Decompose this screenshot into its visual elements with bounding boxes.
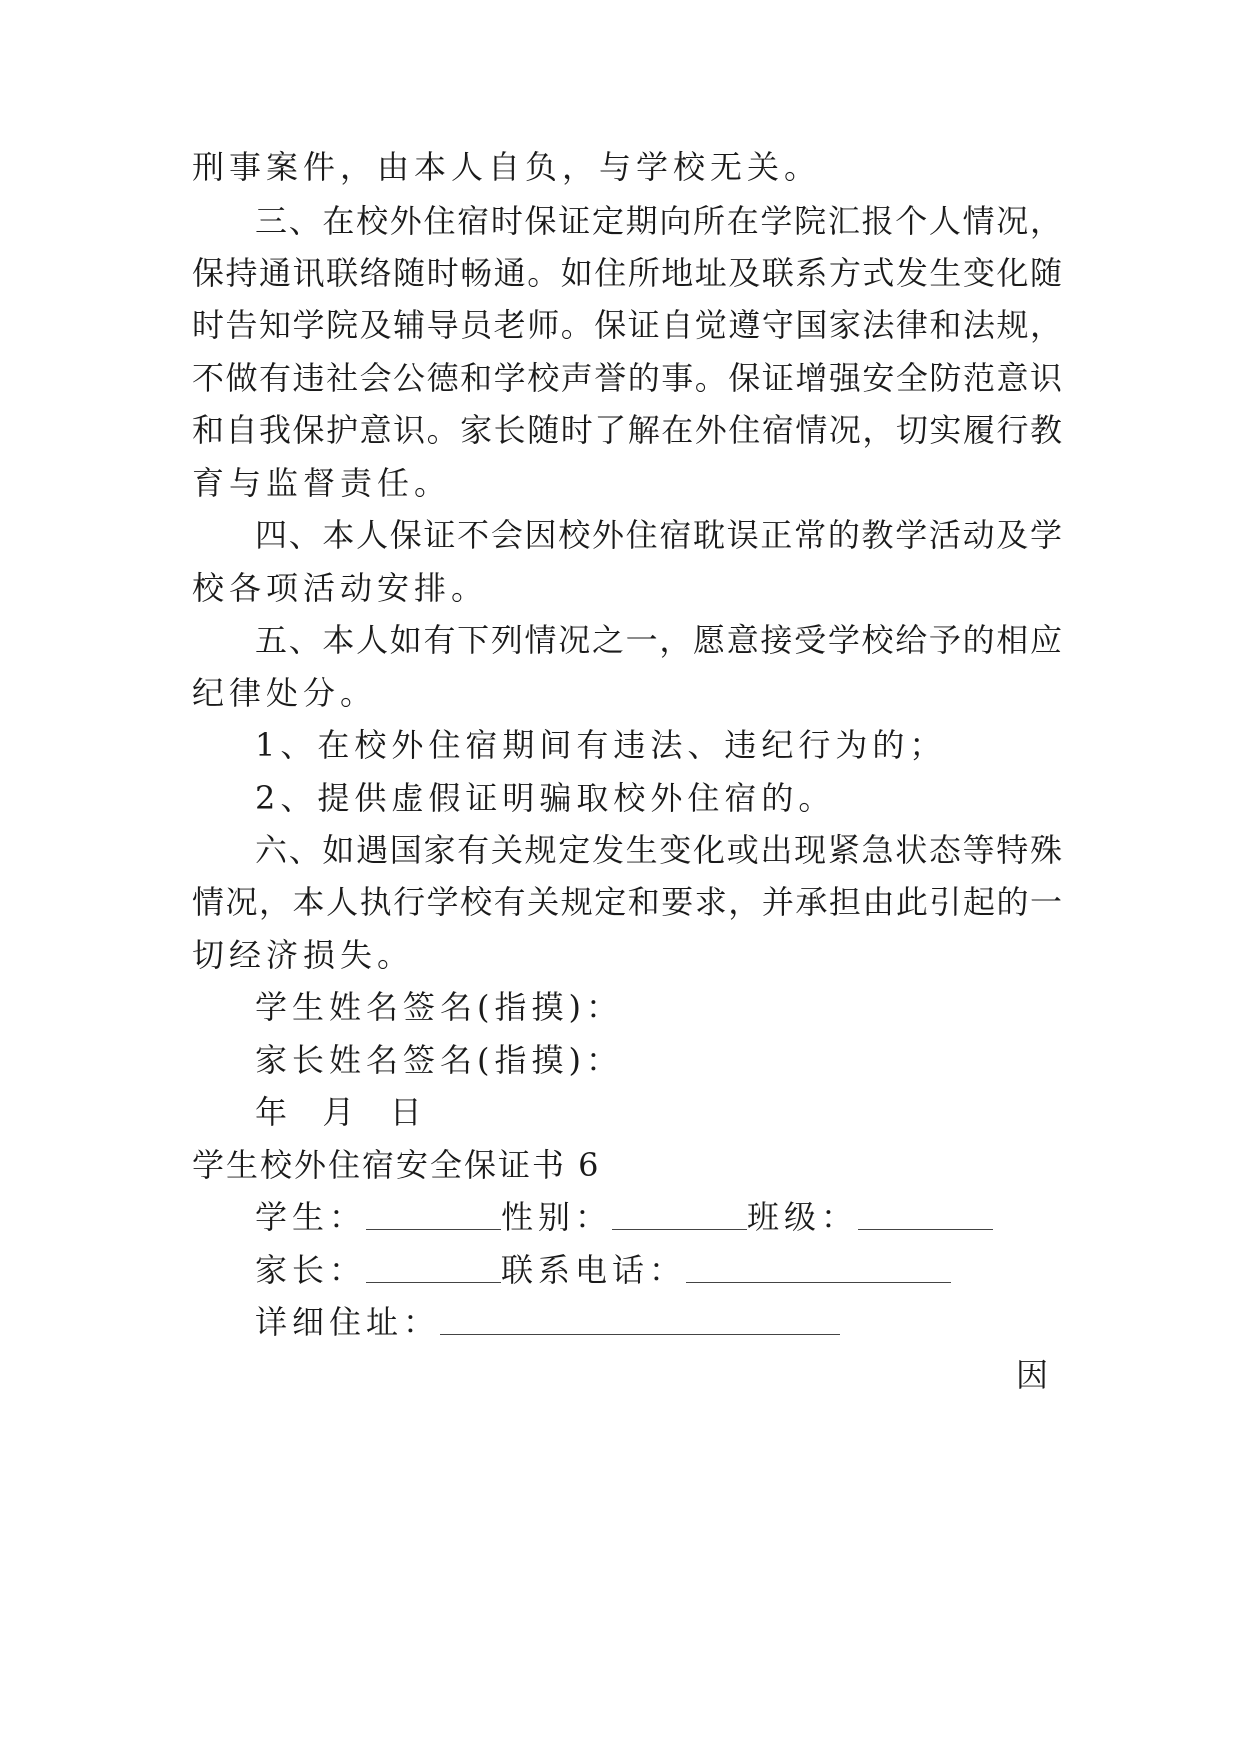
list-item: 1、在校外住宿期间有违法、违纪行为的； [255,726,947,764]
date-label: 年 月 日 [255,1093,427,1131]
paragraph-line: 校各项活动安排。 [192,569,489,607]
paragraph-line: 时告知学院及辅导员老师。保证自觉遵守国家法律和法规， [192,306,1062,344]
form-row-student [255,1197,1125,1237]
paragraph-line: 三、在校外住宿时保证定期向所在学院汇报个人情况， [255,202,1062,240]
class-blank[interactable] [858,1201,993,1230]
paragraph-line: 刑事案件，由本人自负，与学校无关。 [192,148,822,186]
student-blank[interactable] [366,1201,501,1230]
address-label: 详细住址： [255,1303,441,1341]
paragraph-line: 和自我保护意识。家长随时了解在外住宿情况，切实履行教 [192,411,1062,449]
student-signature-label: 学生姓名签名(指摸)： [255,988,623,1026]
paragraph-line: 五、本人如有下列情况之一，愿意接受学校给予的相应 [255,621,1062,659]
trailing-text: 因 [1015,1356,1053,1394]
paragraph-line: 不做有违社会公德和学校声誉的事。保证增强安全防范意识 [192,359,1062,397]
phone-blank[interactable] [686,1254,951,1283]
class-label: 班级： [747,1198,859,1236]
parent-blank[interactable] [366,1254,501,1283]
student-label: 学生： [255,1198,367,1236]
list-item: 2、提供虚假证明骗取校外住宿的。 [255,779,836,817]
paragraph-line: 四、本人保证不会因校外住宿耽误正常的教学活动及学 [255,516,1062,554]
form-row-parent [255,1250,1125,1290]
section-title: 学生校外住宿安全保证书 6 [192,1146,601,1184]
address-blank[interactable] [440,1306,840,1335]
gender-label: 性别： [501,1198,613,1236]
paragraph-line: 情况，本人执行学校有关规定和要求，并承担由此引起的一 [192,883,1062,921]
parent-signature-label: 家长姓名签名(指摸)： [255,1041,623,1079]
form-row-address [255,1302,1125,1342]
paragraph-line: 育与监督责任。 [192,464,452,502]
parent-label: 家长： [255,1251,367,1289]
gender-blank[interactable] [612,1201,747,1230]
paragraph-line: 切经济损失。 [192,936,415,974]
paragraph-line: 保持通讯联络随时畅通。如住所地址及联系方式发生变化随 [192,254,1062,292]
paragraph-line: 六、如遇国家有关规定发生变化或出现紧急状态等特殊 [255,831,1062,869]
paragraph-line: 纪律处分。 [192,674,378,712]
phone-label: 联系电话： [501,1251,687,1289]
